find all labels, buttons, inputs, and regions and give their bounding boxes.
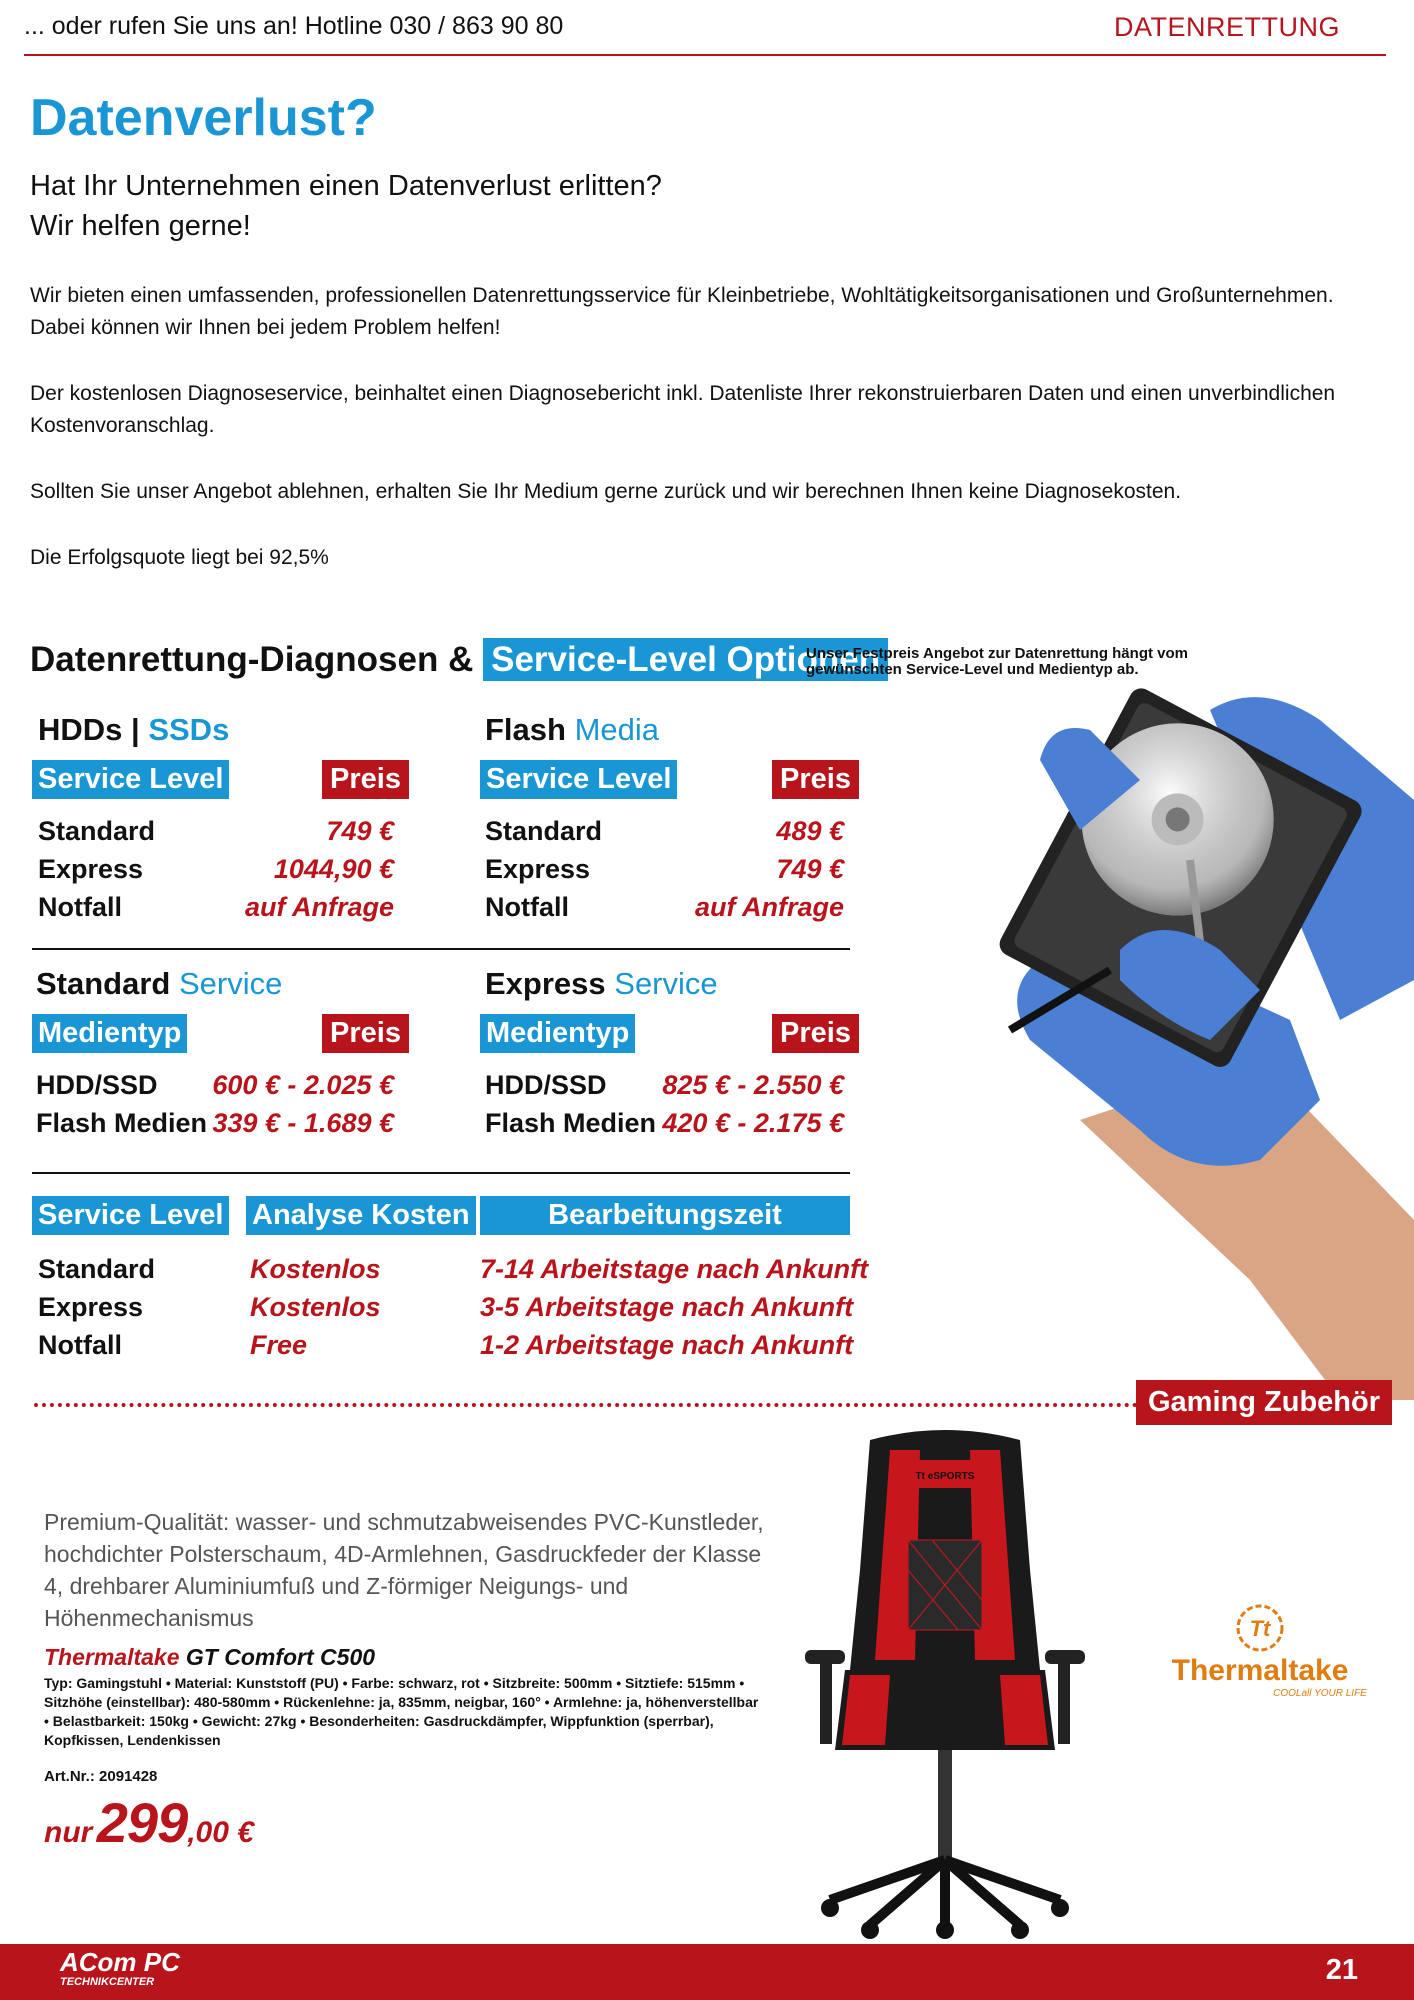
product-specs: Typ: Gamingstuhl • Material: Kunststoff (PU) • Farbe: schwarz, rot • Sitzbreite: 500mm • Sitztiefe: 515mm • Sitzhöhe (einstellbar): 480-580mm • Rückenlehne: ja, 835mm, neigbar, 160° • Armlehne: ja, höhenverstellbar • Belastbarkeit: 150kg • Gewicht: 27kg • Besonderheiten: Gasdruckdämpfer, Wippfunktion (sperrbar), Kopfkissen, Lendenkissen bbox=[44, 1675, 759, 1748]
analysis-time-header: Bearbeitungszeit bbox=[480, 1196, 850, 1235]
price-prefix: nur bbox=[44, 1816, 93, 1849]
hdd-price-express: 1044,90 € bbox=[273, 854, 394, 884]
std-price-hdd: 600 € - 2.025 € bbox=[212, 1070, 394, 1100]
std-price-flash: 339 € - 1.689 € bbox=[212, 1108, 394, 1138]
flash-row-notfall: Notfall bbox=[485, 892, 569, 922]
media-title-text: Media bbox=[574, 712, 660, 747]
flash-price-express: 749 € bbox=[776, 854, 844, 884]
hdd-row-standard: Standard bbox=[38, 816, 156, 846]
analysis-cost-header: Analyse Kosten bbox=[246, 1196, 476, 1235]
gaming-accessories-label: Gaming Zubehör bbox=[1136, 1380, 1392, 1425]
analysis-level-header: Service Level bbox=[32, 1196, 229, 1235]
exp-row-hdd: HDD/SSD bbox=[485, 1070, 607, 1100]
section-label: DATENRETTUNG bbox=[1114, 12, 1340, 42]
analysis-row-express-cost: Kostenlos bbox=[250, 1292, 381, 1322]
flash-service-level-header: Service Level bbox=[480, 760, 677, 799]
hdd-row-notfall: Notfall bbox=[38, 892, 122, 922]
intro-paragraph-1: Wir bieten einen umfassenden, professionellen Datenrettungsservice für Kleinbetriebe, Wohltätigkeitsorganisationen und Großunternehmen. Dabei können wir Ihnen bei jedem Problem helfen! bbox=[30, 284, 1334, 339]
flash-row-express: Express bbox=[485, 854, 591, 884]
intro-paragraph-2: Der kostenlosen Diagnoseservice, beinhaltet einen Diagnosebericht inkl. Datenliste Ihrer rekonstruierbaren Daten und einen unverbindlichen Kostenvoranschlag. bbox=[30, 382, 1336, 437]
analysis-row-notfall-time: 1-2 Arbeitstage nach Ankunft bbox=[480, 1330, 854, 1360]
top-bar bbox=[24, 8, 1386, 56]
thermaltake-logo bbox=[1150, 1598, 1390, 1708]
footer-logo bbox=[60, 1948, 180, 1988]
page-number: 21 bbox=[1325, 1954, 1358, 1986]
std-medientyp-header: Medientyp bbox=[32, 1014, 187, 1053]
exp-price-hdd: 825 € - 2.550 € bbox=[662, 1070, 844, 1100]
analysis-row-express-level: Express bbox=[38, 1292, 144, 1322]
exp-medientyp-header: Medientyp bbox=[480, 1014, 635, 1053]
flash-title-text: Flash bbox=[485, 712, 566, 747]
page-title: Datenverlust? bbox=[30, 89, 377, 147]
subtitle-line-1: Hat Ihr Unternehmen einen Datenverlust erlitten? bbox=[30, 170, 662, 202]
logo-badge: Tt bbox=[1249, 1616, 1271, 1641]
std-price-header: Preis bbox=[322, 1014, 409, 1053]
price-main: 299 bbox=[96, 1791, 188, 1854]
hdd-row-express: Express bbox=[38, 854, 144, 884]
product-price bbox=[44, 1790, 254, 1855]
hdd-price-standard: 749 € bbox=[326, 816, 394, 846]
std-row-hdd: HDD/SSD bbox=[36, 1070, 158, 1100]
product-title bbox=[44, 1644, 375, 1671]
analysis-row-notfall-level: Notfall bbox=[38, 1330, 122, 1360]
service-heading-text: Datenrettung-Diagnosen & bbox=[30, 640, 474, 679]
divider-1 bbox=[32, 948, 850, 950]
hdd-service-level-header: Service Level bbox=[32, 760, 229, 799]
chair-badge: Tt eSPORTS bbox=[915, 1471, 975, 1482]
flash-price-standard: 489 € bbox=[776, 816, 844, 846]
subtitle bbox=[30, 166, 662, 246]
chair-promo-text: Premium-Qualität: wasser- und schmutzabweisendes PVC-Kunstleder, hochdichter Polsterschaum, 4D-Armlehnen, Gasdruckfeder der Klasse 4, drehbarer Aluminiumfuß und Z-förmiger Neigungs- und Höhenmechanismus bbox=[44, 1509, 764, 1631]
analysis-row-standard-level: Standard bbox=[38, 1254, 156, 1284]
standard-title-text: Standard bbox=[36, 966, 171, 1001]
express-title-text: Express bbox=[485, 966, 606, 1001]
gaming-chair-image bbox=[790, 1420, 1100, 1940]
intro-paragraph-3: Sollten Sie unser Angebot ablehnen, erhalten Sie Ihr Medium gerne zurück und wir berechnen Ihnen keine Diagnosekosten. bbox=[30, 480, 1182, 503]
service-heading bbox=[30, 640, 888, 680]
analysis-row-standard-cost: Kostenlos bbox=[250, 1254, 381, 1284]
hdd-ssd-title bbox=[38, 712, 229, 748]
service-heading-highlight: Service-Level Optionen bbox=[483, 638, 888, 681]
exp-price-header: Preis bbox=[772, 1014, 859, 1053]
flash-price-header: Preis bbox=[772, 760, 859, 799]
subtitle-line-2: Wir helfen gerne! bbox=[30, 210, 251, 242]
article-number: Art.Nr.: 2091428 bbox=[44, 1768, 158, 1785]
analysis-row-standard-time: 7-14 Arbeitstage nach Ankunft bbox=[480, 1254, 869, 1284]
flash-media-title bbox=[485, 712, 659, 748]
flash-price-notfall: auf Anfrage bbox=[694, 892, 844, 922]
std-row-flash: Flash Medien bbox=[36, 1108, 208, 1138]
standard-service-text: Service bbox=[178, 966, 283, 1001]
logo-wordmark: Thermaltake bbox=[1171, 1654, 1349, 1687]
footer-bar bbox=[0, 1944, 1414, 2000]
express-service-text: Service bbox=[614, 966, 718, 1001]
product-model: GT Comfort C500 bbox=[185, 1644, 376, 1670]
flash-row-standard: Standard bbox=[485, 816, 603, 846]
ssd-title-text: SSDs bbox=[148, 712, 230, 747]
divider-2 bbox=[32, 1172, 850, 1174]
standard-service-title bbox=[36, 966, 282, 1002]
fixed-price-note: Unser Festpreis Angebot zur Datenrettung hängt vom gewünschten Service-Level und Medientyp ab. bbox=[806, 645, 1188, 678]
exp-row-flash: Flash Medien bbox=[485, 1108, 657, 1138]
analysis-row-notfall-cost: Free bbox=[250, 1330, 308, 1360]
footer-logo-sub: TECHNIKCENTER bbox=[60, 1976, 155, 1988]
hard-drive-photo bbox=[960, 660, 1414, 1400]
intro-paragraph-4: Die Erfolgsquote liegt bei 92,5% bbox=[30, 546, 329, 569]
analysis-row-express-time: 3-5 Arbeitstage nach Ankunft bbox=[480, 1292, 854, 1322]
dotted-separator bbox=[34, 1403, 1154, 1407]
express-service-title bbox=[485, 966, 718, 1002]
hotline-text: ... oder rufen Sie uns an! Hotline 030 / 863 90 80 bbox=[24, 12, 564, 40]
footer-logo-text: ACom PC bbox=[60, 1947, 180, 1977]
price-suffix: ,00 € bbox=[187, 1816, 254, 1849]
exp-price-flash: 420 € - 2.175 € bbox=[662, 1108, 844, 1138]
product-brand: Thermaltake bbox=[44, 1644, 180, 1670]
hdd-price-notfall: auf Anfrage bbox=[244, 892, 394, 922]
logo-tagline: COOLall YOUR LIFE bbox=[1273, 1688, 1367, 1699]
hdd-title-text: HDDs | bbox=[38, 712, 140, 747]
hdd-price-header: Preis bbox=[322, 760, 409, 799]
